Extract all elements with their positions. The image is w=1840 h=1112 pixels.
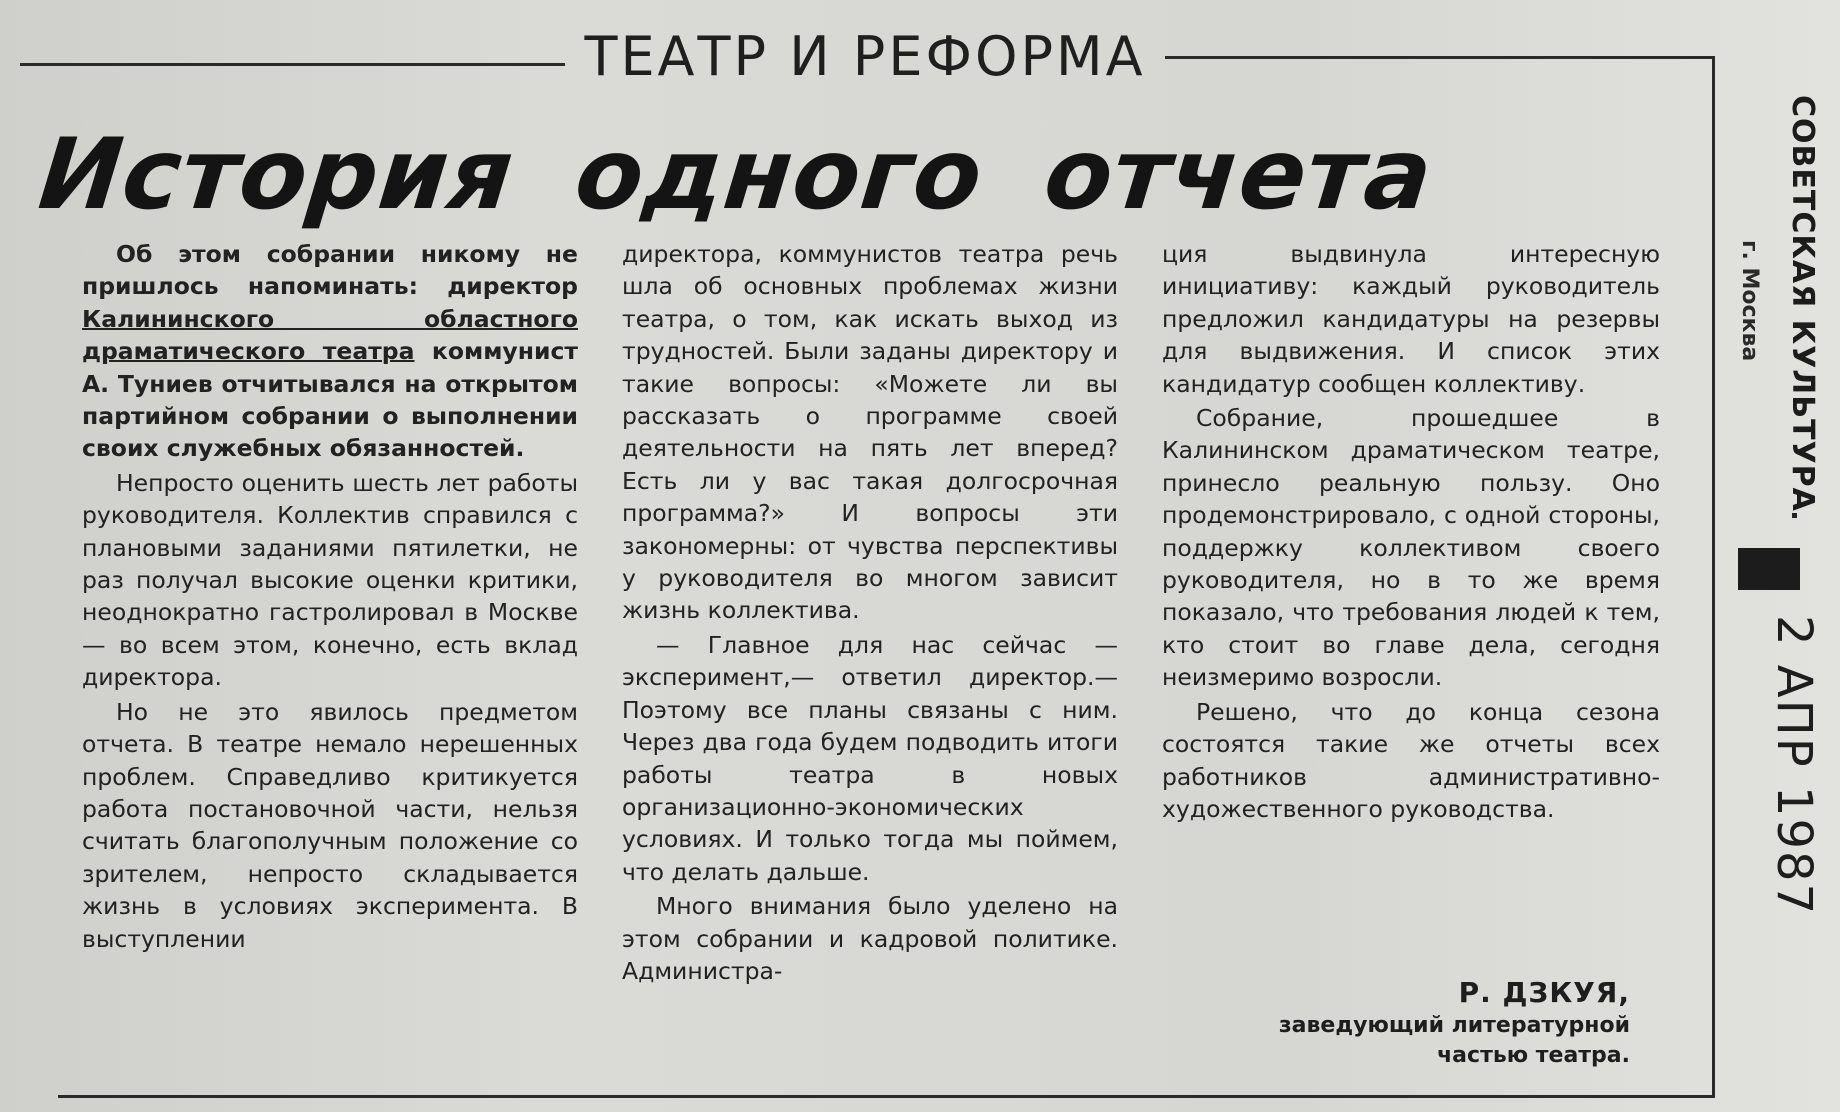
article-column-3 [1162,238,1660,825]
paragraph [82,238,578,465]
author-title-line: частью театра. [1437,1043,1630,1068]
text-run: коммунист А. Туниев отчитывался на открытом партийном собрании о выполнении своих служебных обязанностей. [82,337,578,463]
paragraph: Но не это явилось предметом отчета. В театре немало нерешенных проблем. Справедливо критикуется работа постановочной части, нельзя считать благополучным положение со зрителем, непросто складывается жизнь в условиях эксперимента. В выступлении [82,697,578,953]
stamp-date: 2 АПР 1987 [1766,615,1822,917]
paragraph: Решено, что до конца сезона состоятся такие же отчеты всех работников административно-художественного руководства. [1162,697,1660,823]
paragraph: Непросто оценить шесть лет работы руководителя. Коллектив справился с плановыми заданиями пятилетки, не раз получал высокие оценки критики, неоднократно гастролировал в Москве — во всем этом, конечно, есть вклад директора. [82,468,578,692]
stamp-dot [1792,513,1797,518]
section-rubric: ТЕАТР И РЕФОРМА [584,25,1146,88]
paragraph: директора, коммунистов театра речь шла об основных проблемах жизни театра, о том, как искать выход из трудностей. Были заданы директору и такие вопросы: «Можете ли вы рассказать о программе своей деятельности на пять лет вперед? Есть ли у вас такая долгосрочная программа?» И вопросы эти закономерны: от чувства перспективы у руководителя во многом зависит жизнь коллектива. [622,240,1118,625]
paragraph: Много внимания было уделено на этом собрании и кадровой политике. Администра- [622,892,1118,985]
top-rule-right [1165,56,1713,59]
stamp-newspaper-name: СОВЕТСКАЯ КУЛЬТУРА [1785,95,1820,512]
stamp-number-block [1738,548,1800,590]
article-headline: История одного отчета [34,118,1439,232]
paragraph: ция выдвинула интересную инициативу: каждый руководитель предложил кандидатуры на резервы для выдвижения. И список этих кандидатур сообщен коллективу. [1162,240,1660,398]
author-title-line: заведующий литературной [1278,1013,1630,1038]
top-rule-left [20,63,565,66]
article-column-1 [82,238,578,955]
right-border-rule [1712,56,1715,1098]
text-run: Об этом собрании никому не пришлось напоминать: директор [82,240,578,301]
article-column-2 [622,238,1118,987]
paragraph: — Главное для нас сейчас — эксперимент,— ответил директор.— Поэтому все планы связаны с ним. Через два года будем подводить итоги работы театра в новых организационно-экономических условиях. И только тогда мы поймем, что делать дальше. [622,630,1118,886]
paragraph: Собрание, прошедшее в Калининском драматическом театре, принесло реальную пользу. Оно продемонстрировало, с одной стороны, поддержку коллективом своего руководителя, но в то же время показало, что требования людей к тем, кто стоит во главе дела, сегодня неизмеримо возросли. [1162,404,1660,692]
bottom-border-rule [58,1095,1714,1098]
stamp-city: г. Москва [1737,240,1762,362]
author-name: Р. ДЗКУЯ, [1458,976,1630,1009]
underlined-theatre-name: Калининского областного драматического театра [82,304,578,366]
author-signature [1200,975,1630,1071]
